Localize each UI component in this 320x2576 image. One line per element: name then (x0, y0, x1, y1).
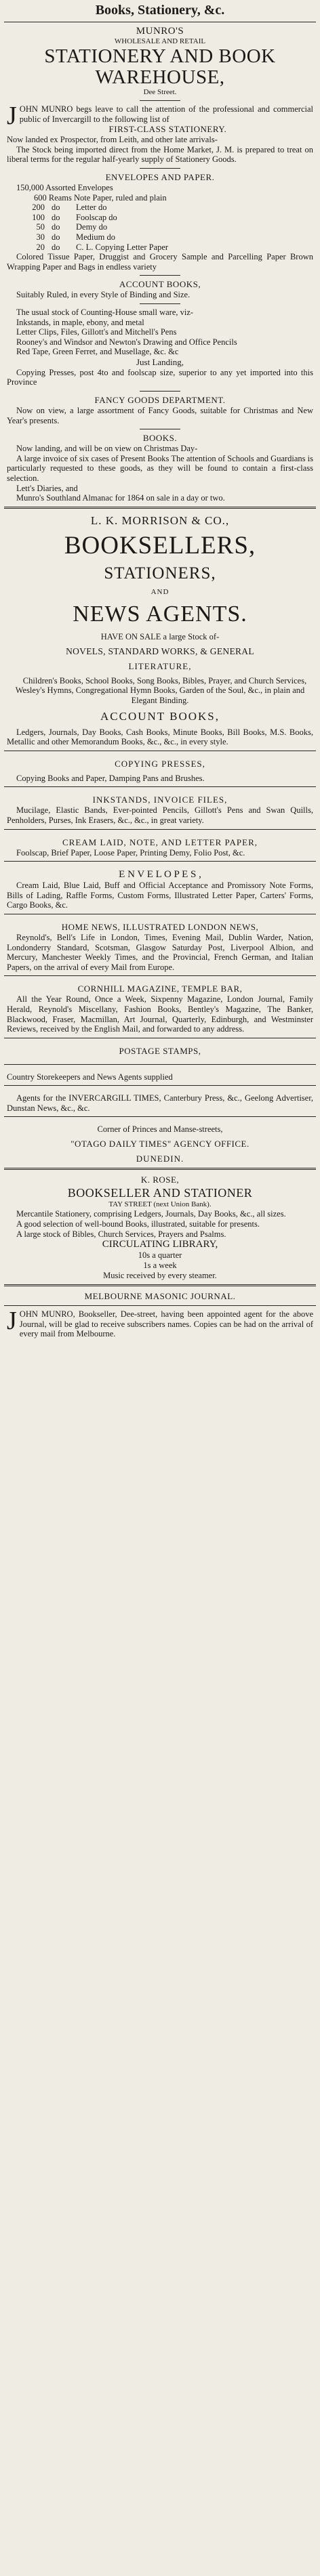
morrison-literature: LITERATURE, (128, 660, 192, 671)
munro-env-tail: Colored Tissue Paper, Druggist and Grocery Sample and Parcelling Paper Brown Wrapping Paper and Bags in endless variety (7, 252, 313, 272)
list-item: 50 do Demy do (36, 222, 108, 232)
munro-count-line: Letter Clips, Files, Gillott's and Mitchell's Pens (16, 327, 177, 337)
munro-books-4: Munro's Southland Almanac for 1864 on sale in a day or two. (16, 493, 225, 503)
morrison-children: Children's Books, School Books, Song Books, Bibles, Prayer, and Church Services, Wesley's Hymns, Congregational Hymn Books, Garden of the Soul, &c., in plain and Elegant Binding. (15, 675, 307, 705)
list-item: 20 do C. L. Copying Letter Paper (36, 242, 169, 252)
morrison-have: HAVE ON SALE a large Stock of- (100, 631, 220, 641)
list-item: 30 do Medium do (36, 232, 115, 242)
munro-fancy: Now on view, a large assortment of Fancy Goods, suitable for Christmas and New Year's presents. (7, 406, 313, 425)
munro-env-line-2: 600 Reams Note Paper, ruled and plain (34, 192, 167, 203)
morrison-title-booksellers: BOOKSELLERS, (64, 531, 256, 559)
section-header: Books, Stationery, &c. (95, 3, 225, 18)
rose-address: TAY STREET (next Union Bank). (108, 1200, 212, 1209)
masonic-head: MELBOURNE MASONIC JOURNAL. (84, 1291, 236, 1302)
rose-text-1: Mercantile Stationery, comprising Ledgers, Journals, Day Books, &c., all sizes. (16, 1209, 286, 1219)
morrison-copy-head: COPYING PRESSES, (115, 758, 205, 769)
list-item: 200 do Letter do (32, 203, 107, 213)
morrison-agents: Agents for the INVERCARGILL TIMES, Canterbury Press, &c., Geelong Advertiser, Dunstan News, &c., &c. (7, 1093, 313, 1113)
morrison-env-head: E N V E L O P E S , (119, 869, 201, 881)
morrison-title-news-agents: NEWS AGENTS. (73, 601, 247, 627)
munro-intro-2: Now landed ex Prospector, from Leith, and other late arrivals- (7, 135, 218, 145)
morrison-dunedin: DUNEDIN. (136, 1154, 184, 1164)
munro-sub: WHOLESALE AND RETAIL (114, 37, 206, 45)
munro-env-head: ENVELOPES AND PAPER. (105, 171, 215, 182)
morrison-ink-head: INKSTANDS, INVOICE FILES, (92, 795, 228, 805)
morrison-news-head: HOME NEWS, ILLUSTRATED LONDON NEWS, (61, 921, 259, 932)
morrison-acc-head: ACCOUNT BOOKS, (100, 709, 220, 723)
rose-text-3: A large stock of Bibles, Church Services, Prayers and Psalms. (16, 1229, 226, 1239)
rose-music: Music received by every steamer. (103, 1271, 217, 1281)
munro-books-3: Lett's Diaries, and (16, 483, 78, 493)
morrison-and: AND (151, 587, 169, 596)
morrison-cream-head: CREAM LAID, NOTE, AND LETTER PAPER, (62, 837, 258, 847)
munro-books-head: BOOKS. (142, 433, 178, 444)
munro-books-2: A large invoice of six cases of Present Books The attention of Schools and Guardians is particularly requested to these goods, as they will be found to contain a first-class selection. (7, 453, 314, 484)
munro-name: MUNRO'S (136, 26, 184, 37)
rose-title: BOOKSELLER AND STATIONER (67, 1186, 253, 1200)
morrison-news: Reynold's, Bell's Life in London, Times, Evening Mail, Dublin Warder, Nation, Londonderry Standard, Scotsman, Glasgow Saturday Post, Liverpool Albion, and Mercury, Manchester Weekly Times, and the Provincial, French German, and Italian Papers, on the arrival of every Mail from Europe. (7, 932, 313, 972)
list-item: 100 do Foolscap do (32, 212, 117, 222)
munro-first-class: FIRST-CLASS STATIONERY. (108, 124, 227, 135)
morrison-otago: "OTAGO DAILY TIMES" AGENCY OFFICE. (71, 1139, 249, 1149)
morrison-title-stationers: STATIONERS, (104, 564, 216, 583)
munro-acc-head: ACCOUNT BOOKS, (119, 279, 201, 290)
morrison-acc: Ledgers, Journals, Day Books, Cash Books, Minute Books, Bill Books, M.S. Books, Metallic and other Memorandum Books, &c., &c., in every style. (7, 727, 313, 747)
morrison-ink: Mucilage, Elastic Bands, Ever-pointed Pencils, Gillott's Pens and Swan Quills, Penholders, Purses, Ink Erasers, &c., &c., in great variety. (7, 805, 313, 825)
morrison-env: Cream Laid, Blue Laid, Buff and Official Acceptance and Promissory Note Forms, Bills of Lading, Raffle Forms, Custom Forms, Illustrated Letter Paper, Carters' Forms, Cargo Books, &c. (7, 881, 313, 910)
munro-just-landing: Just Landing, (136, 356, 184, 367)
rose-library: CIRCULATING LIBRARY, (102, 1239, 218, 1250)
rose-text-2: A good selection of well-bound Books, illustrated, suitable for presents. (16, 1219, 260, 1229)
morrison-country: Country Storekeepers and News Agents supplied (7, 1072, 173, 1082)
munro-env-list (7, 203, 313, 252)
morrison-postage: POSTAGE STAMPS, (119, 1045, 201, 1056)
rose-library-rate-2: 1s a week (143, 1261, 177, 1271)
rose-name: K. ROSE, (140, 1175, 180, 1185)
morrison-cream: Foolscap, Brief Paper, Loose Paper, Printing Demy, Folio Post, &c. (16, 847, 245, 858)
rose-library-rate-1: 10s a quarter (138, 1250, 182, 1261)
munro-count-line: Inkstands, in maple, ebony, and metal (16, 317, 144, 327)
morrison-copy: Copying Books and Paper, Damping Pans and Brushes. (16, 773, 205, 783)
munro-title-2: WAREHOUSE, (95, 66, 225, 88)
morrison-novels: NOVELS, STANDARD WORKS, & GENERAL (66, 646, 254, 656)
morrison-corn-head: CORNHILL MAGAZINE, TEMPLE BAR, (77, 984, 243, 994)
munro-street: Dee Street. (143, 88, 177, 96)
munro-count-text: The usual stock of Counting-House small ware, viz- (16, 307, 194, 317)
munro-books-1: Now landing, and will be on view on Christmas Day- (16, 444, 198, 454)
munro-count-line: Rooney's and Windsor and Newton's Drawing and Office Pencils (16, 337, 237, 347)
newspaper-column (4, 2, 316, 2572)
munro-intro: JOHN MUNRO begs leave to call the attention of the professional and commercial public of Invercargill to the following list of (7, 102, 313, 130)
munro-env-line-1: 150,000 Assorted Envelopes (16, 182, 113, 192)
munro-intro-3: The Stock being imported direct from the Home Market, J. M. is prepared to treat on liberal terms for the regular half-yearly supply of Stationery Goods. (7, 144, 313, 165)
munro-copying: Copying Presses, post 4to and foolscap size, superior to any yet imported into this Province (7, 367, 313, 387)
morrison-firm: L. K. MORRISON & CO., (90, 513, 230, 527)
morrison-corn: All the Year Round, Once a Week, Sixpenny Magazine, London Journal, Family Herald, Reynold's Miscellany, Fashion Books, Bentley's Magazine, The Banker, Blackwood, Fraser, Macmillan, Art Journal, Quarterly, Edinburgh, and Westminster Reviews, received by the English Mail, and forwarded to any address. (7, 994, 313, 1034)
munro-fancy-head: FANCY GOODS DEPARTMENT. (94, 395, 226, 406)
munro-title-1: STATIONERY AND BOOK (44, 45, 276, 67)
morrison-corner: Corner of Princes and Manse-streets, (97, 1124, 223, 1135)
munro-count-line: Red Tape, Green Ferret, and Musellage, &c. &c (16, 347, 179, 357)
munro-acc-text: Suitably Ruled, in every Style of Binding and Size. (16, 290, 191, 300)
masonic-text: JOHN MUNRO, Bookseller, Dee-street, having been appointed agent for the above Journal, will be glad to receive subscribers names. Copies can be had on the arrival of every mail from Melbourne. (7, 1307, 313, 1339)
